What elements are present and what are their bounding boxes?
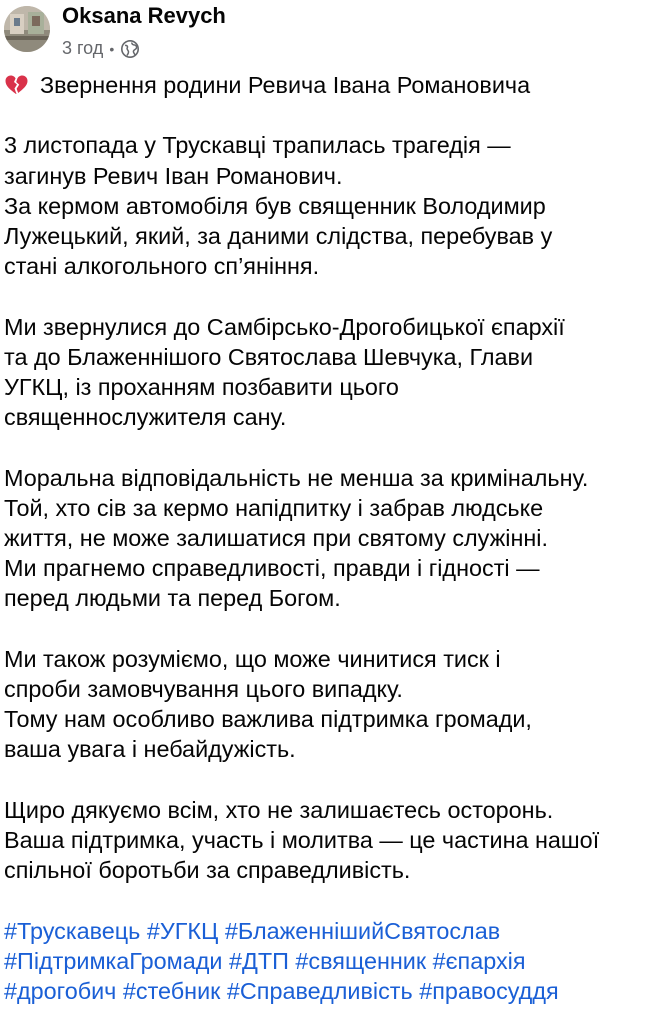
post-title: Звернення родини Ревича Івана Романовича: [40, 72, 531, 98]
text-line: УГКЦ, із проханням позбавити цього: [4, 374, 399, 400]
hashtag-link[interactable]: #правосуддя: [419, 978, 559, 1004]
paragraph-gap: [4, 100, 646, 130]
broken-heart-icon: [4, 73, 28, 97]
text-line: перед людьми та перед Богом.: [4, 585, 341, 612]
author-name[interactable]: Oksana Revych: [62, 3, 226, 28]
hashtag-link[interactable]: #БлаженнішийСвятослав: [224, 917, 501, 944]
hashtag-link[interactable]: #Трускавець: [4, 917, 141, 944]
hashtag-link[interactable]: #стебник: [122, 978, 221, 1004]
post-header: [0, 0, 646, 64]
text-line: Тому нам особливо важлива підтримка громади,: [4, 706, 532, 733]
paragraph-gap: [4, 614, 646, 644]
text-line: Ми прагнемо справедливості, правди і гідності —: [4, 555, 540, 582]
hashtag-line: [4, 946, 646, 976]
hashtag-link[interactable]: #дрогобич: [4, 978, 117, 1004]
paragraph-4: [4, 644, 646, 765]
text-line: та до Блаженнішого Святослава Шевчука, Глави: [4, 343, 534, 370]
text-line: спільної боротьби за справедливість.: [4, 857, 411, 884]
hashtag-link[interactable]: #УГКЦ: [146, 917, 219, 944]
hashtag-line: [4, 916, 646, 946]
hashtag-line: [4, 976, 646, 1006]
paragraph-gap: [4, 281, 646, 311]
author-avatar[interactable]: [4, 6, 50, 52]
paragraph-gap: [4, 765, 646, 795]
hashtags: [4, 916, 646, 1007]
hashtag-link[interactable]: #єпархія: [432, 947, 526, 974]
text-line: 3 листопада у Трускавці трапилась трагедія —: [4, 132, 511, 159]
text-line: Щиро дякуємо всім, хто не залишаєтесь осторонь.: [4, 796, 554, 823]
hashtag-link[interactable]: #ДТП: [228, 947, 289, 974]
hashtag-link[interactable]: #священник: [295, 947, 427, 974]
text-line: спроби замовчування цього випадку.: [4, 676, 403, 702]
paragraph-5: [4, 795, 646, 886]
hashtag-link[interactable]: #Справедливість: [226, 978, 413, 1004]
meta-separator: •: [109, 40, 115, 57]
text-line: За кермом автомобіля був священник Володимир: [4, 192, 546, 219]
text-line: Ми також розуміємо, що може чинитися тиск і: [4, 645, 501, 672]
paragraph-1: [4, 130, 646, 281]
hashtag-link[interactable]: #ПідтримкаГромади: [4, 947, 223, 974]
text-line: життя, не може залишатися при святому служінні.: [4, 525, 548, 551]
text-line: ваша увага і небайдужість.: [4, 736, 296, 763]
post-timestamp[interactable]: 3 год: [62, 38, 104, 58]
text-line: стані алкогольного сп’яніння.: [4, 253, 320, 280]
post-meta: [62, 38, 140, 59]
post-body: [4, 70, 646, 1006]
paragraph-3: [4, 463, 646, 614]
globe-icon[interactable]: [120, 39, 140, 59]
avatar-image: [4, 6, 50, 52]
text-line: священнослужителя сану.: [4, 404, 287, 431]
paragraph-gap: [4, 432, 646, 462]
text-line: Ми звернулися до Самбірсько-Дрогобицької єпархії: [4, 313, 565, 340]
text-line: Той, хто сів за кермо напідпитку і забрав людське: [4, 494, 544, 521]
paragraph-2: [4, 312, 646, 433]
post-title-line: [4, 70, 646, 100]
paragraph-gap: [4, 885, 646, 915]
text-line: Лужецький, який, за даними слідства, перебував у: [4, 223, 553, 249]
text-line: Моральна відповідальність не менша за кримінальну.: [4, 464, 589, 491]
text-line: Ваша підтримка, участь і молитва — це частина нашої: [4, 827, 600, 853]
text-line: загинув Ревич Іван Романович.: [4, 162, 343, 189]
